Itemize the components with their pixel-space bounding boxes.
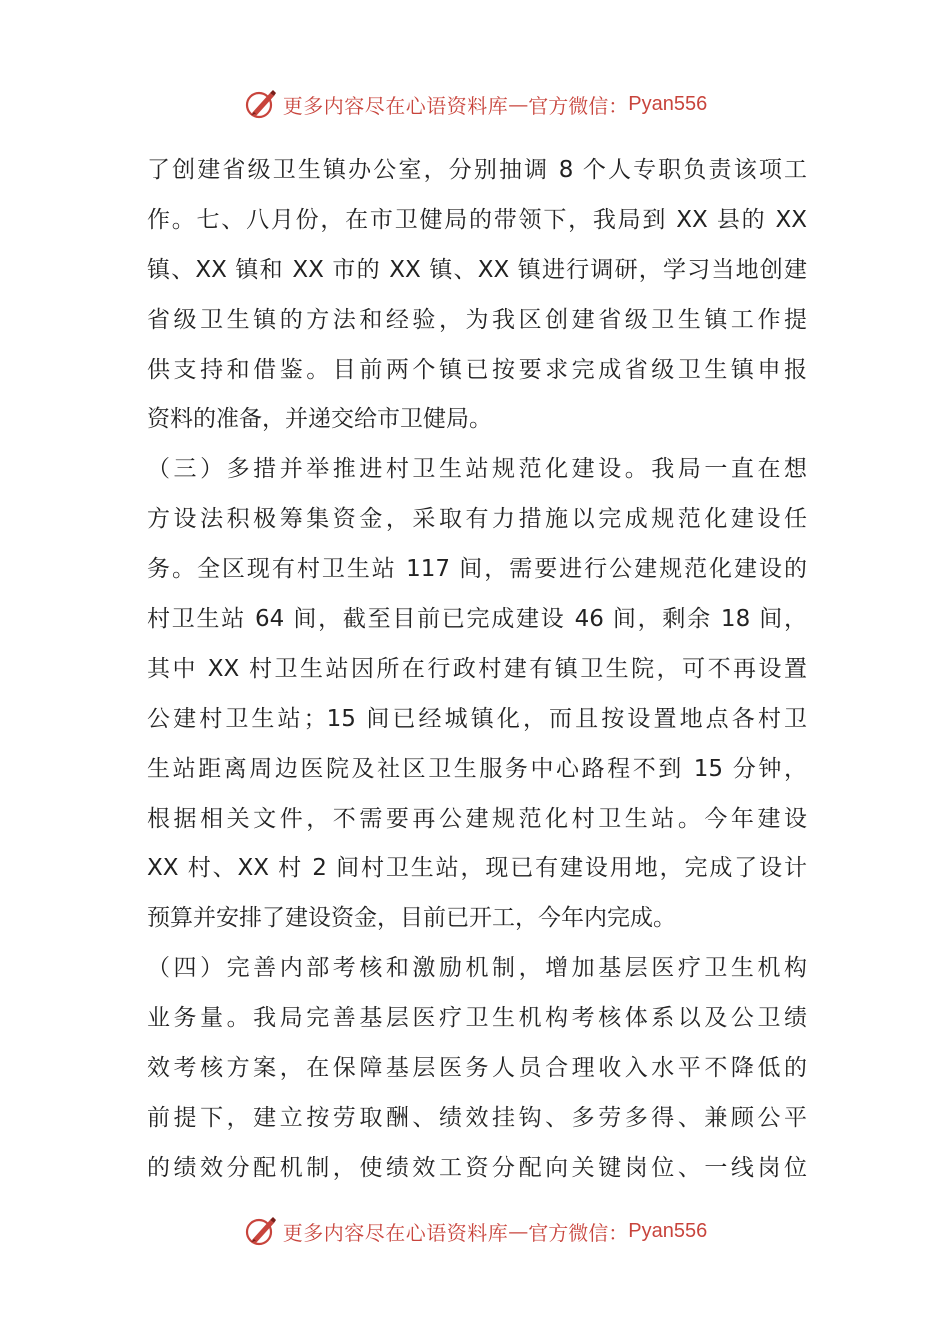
footer-banner [0,1211,950,1251]
body-line: 了创建省级卫生镇办公室，分别抽调 8 个人专职负责该项工 [147,157,807,183]
body-line: 资料的准备，并递交给市卫健局。 [147,406,492,433]
body-line: 供支持和借鉴。目前两个镇已按要求完成省级卫生镇申报 [147,356,807,383]
header-wechat-id: Pyan556 [628,92,708,115]
footer-separator: — [508,1219,529,1243]
footer-suffix-text: 官方微信： [528,1220,629,1245]
body-line: 镇、XX 镇和 XX 市的 XX 镇、XX 镇进行调研，学习当地创建 [147,256,807,283]
body-line: 其中 XX 村卫生站因所在行政村建有镇卫生院，可不再设置 [147,655,807,682]
header-banner [0,84,950,124]
pen-in-circle-icon [243,1213,279,1249]
header-separator: — [508,92,529,116]
body-line: 根据相关文件，不需要再公建规范化村卫生站。今年建设 [147,805,807,832]
footer-wechat-id: Pyan556 [628,1219,708,1242]
document-body [147,146,807,1194]
body-line: 作。七、八月份，在市卫健局的带领下，我局到 XX 县的 XX [147,206,807,233]
body-line: XX 村、XX 村 2 间村卫生站，现已有建设用地，完成了设计 [147,855,807,882]
body-line: （三）多措并举推进村卫生站规范化建设。我局一直在想 [147,456,807,483]
body-line: 前提下，建立按劳取酬、绩效挂钩、多劳多得、兼顾公平 [147,1104,807,1131]
body-line: 业务量。我局完善基层医疗卫生机构考核体系以及公卫绩 [147,1005,807,1032]
body-line: 公建村卫生站；15 间已经城镇化，而且按设置地点各村卫 [147,705,807,732]
body-line: （四）完善内部考核和激励机制，增加基层医疗卫生机构 [147,955,807,982]
footer-main-text: 更多内容尽在心语资料库 [282,1220,509,1245]
body-line: 省级卫生镇的方法和经验，为我区创建省级卫生镇工作提 [147,306,807,333]
pen-in-circle-icon [243,86,279,122]
header-main-text: 更多内容尽在心语资料库 [282,93,509,118]
body-line: 务。全区现有村卫生站 117 间，需要进行公建规范化建设的 [147,556,807,583]
body-line: 生站距离周边医院及社区卫生服务中心路程不到 15 分钟， [147,755,807,782]
body-line: 效考核方案，在保障基层医务人员合理收入水平不降低的 [147,1055,807,1082]
body-line: 方设法积极筹集资金，采取有力措施以完成规范化建设任 [147,506,807,533]
header-suffix-text: 官方微信： [528,93,629,118]
body-line: 预算并安排了建设资金，目前已开工，今年内完成。 [147,905,676,932]
body-line: 村卫生站 64 间，截至目前已完成建设 46 间，剩余 18 间， [147,606,807,633]
body-line: 的绩效分配机制，使绩效工资分配向关键岗位、一线岗位 [147,1154,807,1181]
